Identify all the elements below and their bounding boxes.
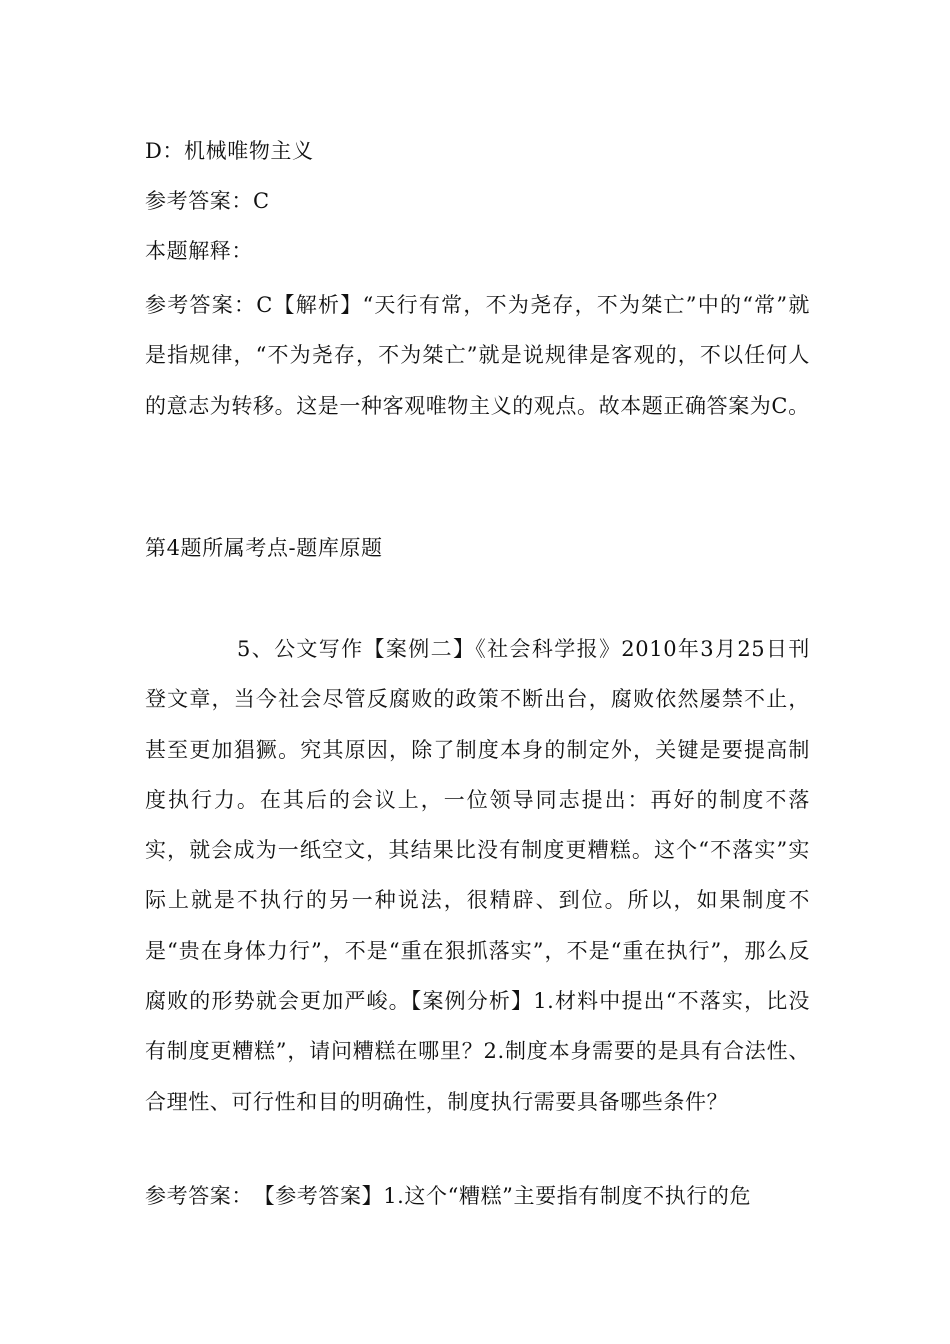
explanation-text: 参考答案：C【解析】“天行有常，不为尧存，不为桀亡”中的“常”就是指规律，“不为尧存，不为桀亡”就是说规律是客观的，不以任何人的意志为转移。这是一种客观唯物主义的观点。故本题正确答案为C。: [145, 293, 810, 418]
question-5-answer: 参考答案： 【参考答案】1.这个“糟糕”主要指有制度不执行的危: [145, 1184, 752, 1208]
knowledge-point: 第4题所属考点-题库原题: [145, 536, 383, 560]
explanation-label: 本题解释：: [145, 239, 253, 263]
question-5-text: 5、公文写作【案例二】《社会科学报》2010年3月25日刊登文章，当今社会尽管反腐败的政策不断出台，腐败依然屡禁不止，甚至更加猖獗。究其原因，除了制度本身的制定外，关键是要提高制度执行力。在其后的会议上，一位领导同志提出：再好的制度不落实，就会成为一纸空文，其结果比没有制度更糟糕。这个“不落实”实际上就是不执行的另一种说法，很精辟、到位。所以，如果制度不是“贵在身体力行”，不是“重在狠抓落实”，不是“重在执行”，那么反腐败的形势就会更加严峻。【案例分析】1.材料中提出“不落实，比没有制度更糟糕”，请问糟糕在哪里？2.制度本身需要的是具有合法性、合理性、可行性和目的明确性，制度执行需要具备哪些条件？: [145, 637, 810, 1114]
option-d: D：机械唯物主义: [145, 139, 314, 163]
answer-line: 参考答案：C: [145, 189, 270, 213]
